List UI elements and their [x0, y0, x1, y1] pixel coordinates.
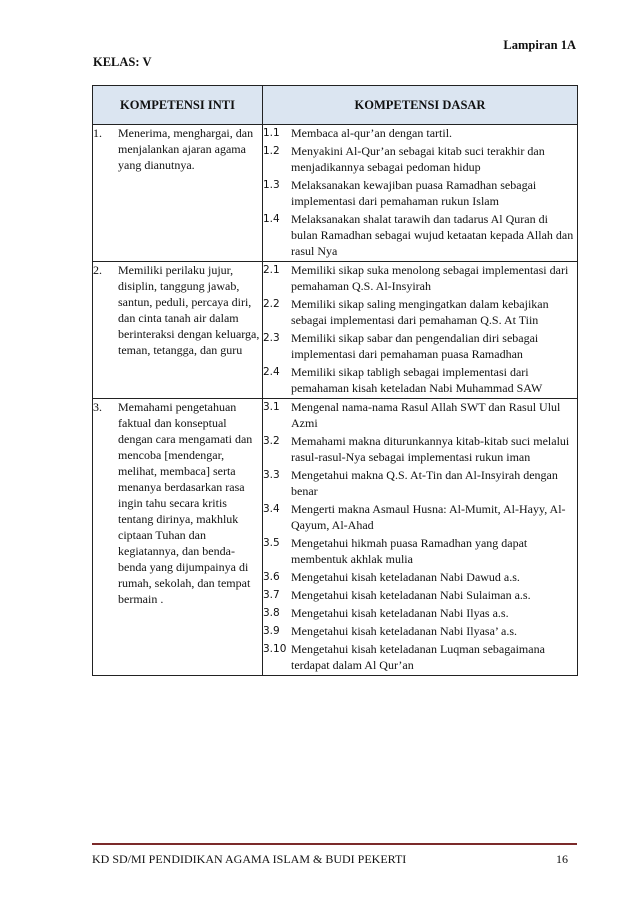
- kompetensi-dasar-item: [263, 211, 577, 259]
- kompetensi-dasar-item: [263, 501, 577, 533]
- kompetensi-inti-text: Memahami pengetahuan faktual dan konseptual dengan cara mengamati dan mencoba [mendengar, melihat, membaca] serta menanya berdasarkan rasa ingin tahu secara kritis tentang dirinya, makhluk ciptaan Tuhan dan kegiatannya, dan benda-benda yang dijumpainya di rumah, sekolah, dan tempat bermain .: [118, 400, 253, 606]
- kompetensi-dasar-item: [263, 296, 577, 328]
- table-header-row: [93, 86, 578, 125]
- kompetensi-dasar-text: Mengetahui makna Q.S. At-Tin dan Al-Insyirah dengan benar: [291, 468, 558, 498]
- kompetensi-dasar-item: [263, 364, 577, 396]
- kompetensi-dasar-item: [263, 535, 577, 567]
- kompetensi-inti-number: 3.: [93, 400, 102, 414]
- kompetensi-inti-item: [93, 125, 262, 173]
- kompetensi-dasar-text: Memiliki sikap tabligh sebagai implementasi dari pemahaman kisah keteladan Nabi Muhammad SAW: [291, 365, 543, 395]
- kompetensi-dasar-item: [263, 587, 577, 603]
- kompetensi-dasar-number: 1.4: [263, 213, 280, 225]
- kompetensi-dasar-number: 1.3: [263, 179, 280, 191]
- kompetensi-dasar-number: 3.7: [263, 589, 280, 601]
- kompetensi-dasar-text: Mengetahui hikmah puasa Ramadhan yang dapat membentuk akhlak mulia: [291, 536, 528, 566]
- kompetensi-dasar-text: Mengetahui kisah keteladanan Nabi Sulaiman a.s.: [291, 588, 531, 602]
- kompetensi-dasar-number: 3.2: [263, 435, 280, 447]
- lampiran-label: Lampiran 1A: [503, 38, 576, 52]
- kompetensi-inti-text: Memiliki perilaku jujur, disiplin, tanggung jawab, santun, peduli, percaya diri, dan cinta tanah air dalam berinteraksi dengan keluarga, teman, tetangga, dan guru: [118, 263, 260, 357]
- kompetensi-dasar-item: [263, 399, 577, 431]
- kompetensi-dasar-text: Mengetahui kisah keteladanan Luqman sebagaimana terdapat dalam Al Qur’an: [291, 642, 545, 672]
- kompetensi-dasar-text: Memiliki sikap suka menolong sebagai implementasi dari pemahaman Q.S. Al-Insyirah: [291, 263, 569, 293]
- table-row: [93, 262, 578, 399]
- kompetensi-dasar-item: [263, 433, 577, 465]
- kompetensi-dasar-text: Mengerti makna Asmaul Husna: Al-Mumit, Al-Hayy, Al-Qayum, Al-Ahad: [291, 502, 566, 532]
- kompetensi-dasar-text: Melaksanakan shalat tarawih dan tadarus Al Quran di bulan Ramadhan sebagai wujud ketaatan kepada Allah dan rasul Nya: [291, 212, 574, 258]
- kompetensi-dasar-number: 3.8: [263, 607, 280, 619]
- kompetensi-dasar-cell: [263, 399, 578, 676]
- kompetensi-inti-number: 1.: [93, 126, 102, 140]
- kompetensi-dasar-item: [263, 467, 577, 499]
- kompetensi-dasar-text: Mengetahui kisah keteladanan Nabi Dawud a.s.: [291, 570, 520, 584]
- kompetensi-dasar-number: 3.10: [263, 643, 287, 655]
- kompetensi-dasar-number: 3.6: [263, 571, 280, 583]
- kompetensi-inti-item: [93, 262, 262, 358]
- kompetensi-dasar-item: [263, 330, 577, 362]
- kompetensi-dasar-number: 3.1: [263, 401, 280, 413]
- kompetensi-dasar-item: [263, 262, 577, 294]
- kompetensi-dasar-text: Memiliki sikap saling mengingatkan dalam kebajikan sebagai implementasi dari pemahaman Q.S. At Tiin: [291, 297, 549, 327]
- footer-title: KD SD/MI PENDIDIKAN AGAMA ISLAM & BUDI PEKERTI: [92, 852, 407, 866]
- kompetensi-dasar-text: Menyakini Al-Qur’an sebagai kitab suci terakhir dan menjadikannya sebagai pedoman hidup: [291, 144, 545, 174]
- kompetensi-dasar-item: [263, 569, 577, 585]
- kompetensi-dasar-text: Membaca al-qur’an dengan tartil.: [291, 126, 453, 140]
- kompetensi-dasar-number: 3.4: [263, 503, 280, 515]
- kompetensi-dasar-cell: [263, 262, 578, 399]
- table-row: [93, 399, 578, 676]
- kompetensi-dasar-text: Mengetahui kisah keteladanan Nabi Ilyasa’ a.s.: [291, 624, 518, 638]
- kompetensi-dasar-item: [263, 143, 577, 175]
- kompetensi-dasar-text: Memahami makna diturunkannya kitab-kitab suci melalui rasul-rasul-Nya sebagai implementasi rukun iman: [291, 434, 570, 464]
- kompetensi-dasar-item: [263, 605, 577, 621]
- kompetensi-inti-item: [93, 399, 262, 607]
- kompetensi-dasar-cell: [263, 125, 578, 262]
- kompetensi-inti-number: 2.: [93, 263, 102, 277]
- kompetensi-dasar-item: [263, 641, 577, 673]
- page-number: 16: [556, 852, 568, 866]
- kompetensi-dasar-number: 2.4: [263, 366, 280, 378]
- kompetensi-inti-cell: [93, 125, 263, 262]
- kompetensi-dasar-number: 3.9: [263, 625, 280, 637]
- kompetensi-dasar-item: [263, 177, 577, 209]
- kompetensi-dasar-text: Melaksanakan kewajiban puasa Ramadhan sebagai implementasi dari pemahaman rukun Islam: [291, 178, 537, 208]
- kompetensi-inti-text: Menerima, menghargai, dan menjalankan ajaran agama yang dianutnya.: [118, 126, 254, 172]
- kompetensi-dasar-number: 3.3: [263, 469, 280, 481]
- header-kompetensi-dasar: KOMPETENSI DASAR: [263, 86, 578, 125]
- kompetensi-dasar-number: 2.1: [263, 264, 280, 276]
- header-kompetensi-inti: KOMPETENSI INTI: [93, 86, 263, 125]
- kompetensi-dasar-number: 2.3: [263, 332, 280, 344]
- kelas-label: KELAS: V: [93, 55, 152, 69]
- kompetensi-inti-cell: [93, 399, 263, 676]
- kompetensi-dasar-number: 1.1: [263, 127, 280, 139]
- kompetensi-dasar-number: 1.2: [263, 145, 280, 157]
- kompetensi-dasar-number: 3.5: [263, 537, 280, 549]
- kompetensi-dasar-text: Mengetahui kisah keteladanan Nabi Ilyas a.s.: [291, 606, 509, 620]
- kompetensi-dasar-number: 2.2: [263, 298, 280, 310]
- kompetensi-dasar-text: Mengenal nama-nama Rasul Allah SWT dan Rasul Ulul Azmi: [291, 400, 561, 430]
- kompetensi-table: [92, 85, 578, 676]
- footer-divider: [92, 843, 577, 845]
- kompetensi-dasar-item: [263, 125, 577, 141]
- kompetensi-dasar-item: [263, 623, 577, 639]
- kompetensi-inti-cell: [93, 262, 263, 399]
- table-row: [93, 125, 578, 262]
- kompetensi-dasar-text: Memiliki sikap sabar dan pengendalian diri sebagai implementasi dari pemahaman puasa Ramadhan: [291, 331, 539, 361]
